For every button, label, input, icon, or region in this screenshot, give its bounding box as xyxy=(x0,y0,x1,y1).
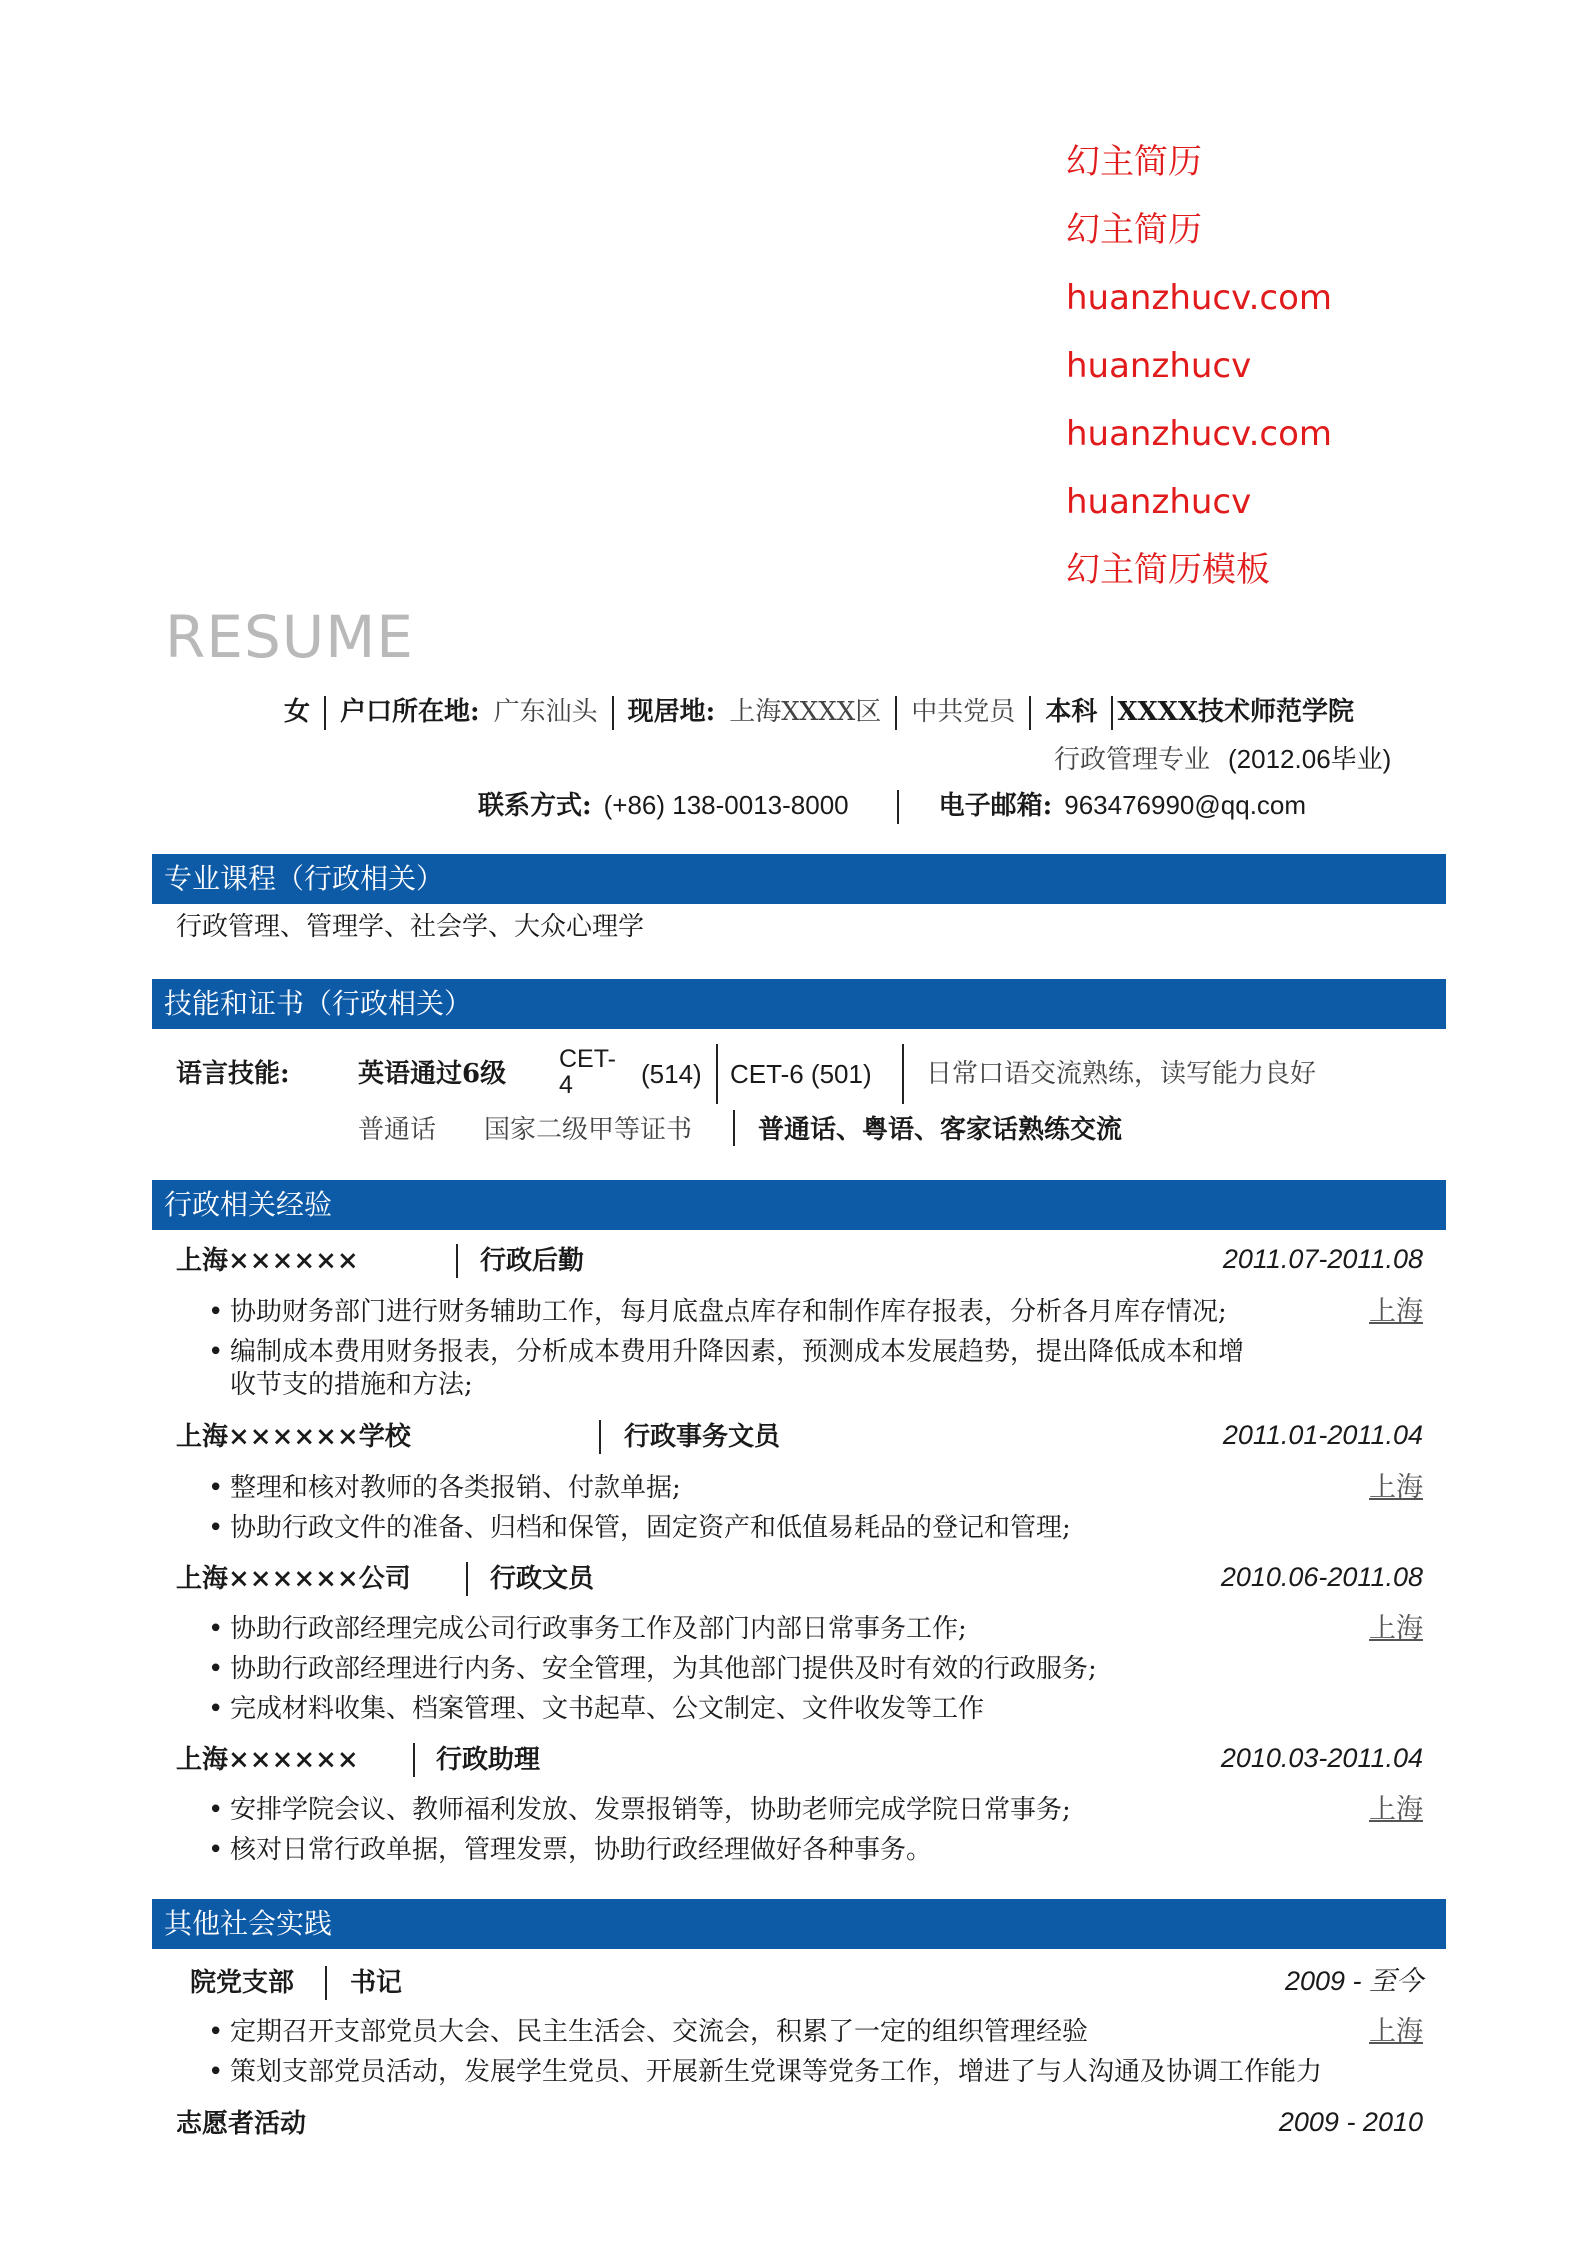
dialects: 普通话、粤语、客家话熟练交流 xyxy=(758,1115,1123,1145)
gender: 女 xyxy=(284,697,311,727)
english-level: 英语通过6级 xyxy=(358,1059,507,1089)
section-header-courses: 专业课程（行政相关） xyxy=(152,854,1446,904)
mandarin: 普通话 xyxy=(358,1115,437,1145)
cet4-label: CET- 4 xyxy=(559,1045,616,1099)
job-bullet: • 核对日常行政单据，管理发票，协助行政经理做好各种事务。 xyxy=(208,1835,933,1865)
contact-label: 联系方式: xyxy=(478,791,592,821)
job-bullet: • 协助财务部门进行财务辅助工作，每月底盘点库存和制作库存报表，分析各月库存情况; xyxy=(208,1297,1227,1327)
practice-date: 2009 - 至今 xyxy=(1284,1966,1423,1997)
practice-org: 院党支部 xyxy=(190,1968,295,1998)
email: 963476990@qq.com xyxy=(1064,790,1307,820)
job-location: 上海 xyxy=(1369,1296,1423,1327)
job-location: 上海 xyxy=(1369,1472,1423,1503)
volunteer-title: 志愿者活动 xyxy=(176,2109,307,2139)
practice-location: 上海 xyxy=(1369,2016,1423,2047)
job-role: 行政文员 xyxy=(490,1564,595,1594)
watermark-line: huanzhucv.com xyxy=(1066,414,1333,454)
job-bullet: • 协助行政部经理完成公司行政事务工作及部门内部日常事务工作; xyxy=(208,1614,967,1644)
job-role: 行政事务文员 xyxy=(624,1422,781,1452)
section-header-skills: 技能和证书（行政相关） xyxy=(152,979,1446,1029)
job-bullet: • 编制成本费用财务报表，分析成本费用升降因素，预测成本发展趋势，提出降低成本和增 xyxy=(208,1337,1245,1367)
hukou-value: 广东汕头 xyxy=(493,697,598,727)
watermark-line: 幻主简历 xyxy=(1066,210,1202,250)
job-role: 行政助理 xyxy=(436,1745,541,1775)
job-bullet: • 协助行政部经理进行内务、安全管理，为其他部门提供及时有效的行政服务; xyxy=(208,1654,1097,1684)
hukou-label: 户口所在地: xyxy=(340,697,480,727)
practice-bullet: • 策划支部党员活动，发展学生党员、开展新生党课等党务工作，增进了与人沟通及协调工作能力 xyxy=(208,2057,1323,2087)
job-date: 2011.01-2011.04 xyxy=(1222,1420,1423,1450)
volunteer-date: 2009 - 2010 xyxy=(1278,2107,1423,2137)
section-header-practice: 其他社会实践 xyxy=(152,1899,1446,1949)
residence-value: 上海XXXX区 xyxy=(729,697,882,727)
job-company: 上海××××××学校 xyxy=(176,1422,411,1452)
resume-heading: RESUME xyxy=(165,603,414,671)
major-row xyxy=(1054,746,1391,773)
email-label: 电子邮箱: xyxy=(938,791,1053,821)
mandarin-cert: 国家二级甲等证书 xyxy=(484,1115,693,1145)
job-date: 2011.07-2011.08 xyxy=(1222,1244,1423,1274)
watermark-line: 幻主简历 xyxy=(1066,142,1202,182)
job-company: 上海×××××× xyxy=(176,1246,359,1276)
watermark-line: huanzhucv.com xyxy=(1066,278,1333,318)
job-bullet: • 安排学院会议、教师福利发放、发票报销等，协助老师完成学院日常事务; xyxy=(208,1795,1071,1825)
practice-bullet: • 定期召开支部党员大会、民主生活会、交流会，积累了一定的组织管理经验 xyxy=(208,2017,1089,2047)
job-bullet: • 整理和核对教师的各类报销、付款单据; xyxy=(208,1473,681,1503)
degree: 本科 xyxy=(1045,697,1098,727)
phone: (+86) 138-0013-8000 xyxy=(603,790,849,820)
cet4-score: (514) xyxy=(641,1059,702,1089)
job-bullet: • 完成材料收集、档案管理、文书起草、公文制定、文件收发等工作 xyxy=(208,1694,985,1724)
job-company: 上海×××××× xyxy=(176,1745,359,1775)
job-location: 上海 xyxy=(1369,1794,1423,1825)
cet6-score: CET-6 (501) xyxy=(730,1059,872,1089)
watermark-line: 幻主简历模板 xyxy=(1066,550,1270,590)
job-date: 2010.06-2011.08 xyxy=(1220,1562,1423,1592)
job-bullet: • 协助行政文件的准备、归档和保管，固定资产和低值易耗品的登记和管理; xyxy=(208,1513,1071,1543)
contact-row xyxy=(478,790,1306,824)
watermark-line: huanzhucv xyxy=(1066,346,1252,386)
job-bullet-continuation: 收节支的措施和方法; xyxy=(230,1370,473,1400)
job-location: 上海 xyxy=(1369,1613,1423,1644)
major: 行政管理专业 xyxy=(1054,745,1211,775)
job-company: 上海××××××公司 xyxy=(176,1564,411,1594)
job-date: 2010.03-2011.04 xyxy=(1220,1743,1423,1773)
watermark-line: huanzhucv xyxy=(1066,482,1252,522)
section-header-experience: 行政相关经验 xyxy=(152,1180,1446,1230)
job-role: 行政后勤 xyxy=(480,1246,585,1276)
party-status: 中共党员 xyxy=(911,697,1016,727)
residence-label: 现居地: xyxy=(627,697,716,727)
practice-role: 书记 xyxy=(350,1968,403,1998)
english-desc: 日常口语交流熟练，读写能力良好 xyxy=(926,1059,1317,1089)
personal-info-row xyxy=(284,696,1354,730)
graduation: (2012.06毕业) xyxy=(1228,744,1392,774)
school: XXXX技术师范学院 xyxy=(1117,697,1355,727)
courses-content: 行政管理、管理学、社会学、大众心理学 xyxy=(176,912,645,942)
language-label: 语言技能: xyxy=(176,1059,290,1089)
